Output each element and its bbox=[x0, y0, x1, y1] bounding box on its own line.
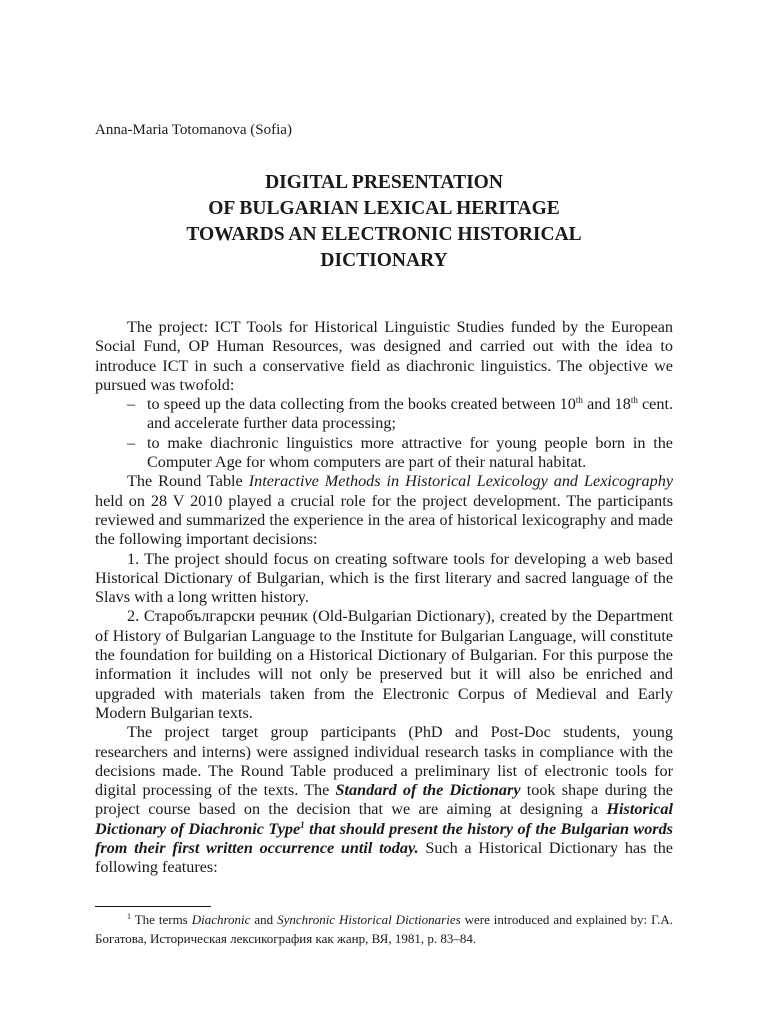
objective-1-text-b: and 18 bbox=[582, 395, 631, 414]
footnote-term-synchronic: Synchronic Historical Dictionaries bbox=[277, 912, 461, 927]
dash-bullet: – bbox=[127, 433, 136, 452]
target-group-text-c: Such a Historical Dictionary has the following features: bbox=[95, 839, 673, 877]
footnote-text-c: were introduced and explained by: Г.А. Богатова, Историческая лексикография как жанр, ВЯ, 1981, p. 83–84. bbox=[95, 912, 674, 946]
paragraph-round-table bbox=[95, 472, 673, 549]
round-table-name: Interactive Methods in Historical Lexicology and Lexicography bbox=[248, 472, 674, 491]
dictionary-type-emphasis: Historical Dictionary of Diachronic Type bbox=[95, 800, 673, 838]
paragraph-decision-2: 2. Старобългарски речник (Old-Bulgarian Dictionary), created by the Department of History of Bulgarian Language to the Institute for Bulgarian Language, will constitute the foundation for building on a Historical Dictionary of Bulgarian. For this purpose the information it includes will not only be preserved but it will also be enriched and upgraded with materials taken from the Electronic Corpus of Medieval and Early Modern Bulgarian texts. bbox=[95, 607, 673, 722]
footnote-text-b: and bbox=[250, 912, 278, 927]
paragraph-project-intro: The project: ICT Tools for Historical Linguistic Studies funded by the European Social Fund, OP Human Resources, was designed and carried out with the idea to introduce ICT in such a conservative field as diachronic linguistics. The objective we pursued was twofold: bbox=[95, 318, 673, 394]
footnote-term-diachronic: Diachronic bbox=[191, 912, 251, 927]
objective-2-text: to make diachronic linguistics more attractive for young people born in the Computer Age for whom computers are part of their natural habitat. bbox=[147, 433, 673, 472]
round-table-text-a: The Round Table bbox=[127, 472, 249, 491]
objectives-list bbox=[95, 395, 673, 472]
paragraph-decision-1: 1. The project should focus on creating software tools for developing a web based Historical Dictionary of Bulgarian, which is the first literary and sacred language of the Slavs with a long written history. bbox=[95, 549, 673, 607]
list-item-objective-1 bbox=[127, 395, 673, 434]
dash-bullet: – bbox=[127, 395, 136, 414]
round-table-text-b: held on 28 V 2010 played a crucial role for the project development. The participants reviewed and summarized the experience in the area of historical lexicography and made the following important decisions: bbox=[95, 491, 673, 549]
dictionary-type-emphasis-cont: that should present the history of the Bulgarian words from their first written occurrence until today. bbox=[95, 819, 673, 858]
footnote-divider bbox=[95, 906, 211, 907]
target-group-text-a: The project target group participants (PhD and Post-Doc students, young researchers and interns) were assigned individual research tasks in compliance with the decisions made. The Round Table produced a preliminary list of electronic tools for digital processing of the texts. The bbox=[95, 723, 673, 800]
objective-1-text-c: cent. and accelerate further data processing; bbox=[147, 395, 674, 433]
footnote-ref[interactable]: 1 bbox=[300, 819, 305, 830]
footnote-text-a: The terms bbox=[131, 912, 192, 927]
footnote-marker: 1 bbox=[127, 912, 131, 921]
paper-title bbox=[95, 170, 673, 274]
title-line: OF BULGARIAN LEXICAL HERITAGE bbox=[208, 198, 560, 219]
title-line: TOWARDS AN ELECTRONIC HISTORICAL bbox=[186, 224, 582, 245]
objective-1-text-a: to speed up the data collecting from the books created between 10 bbox=[147, 395, 576, 414]
title-line: DIGITAL PRESENTATION bbox=[265, 172, 503, 193]
body-text bbox=[95, 318, 673, 878]
list-item-objective-2 bbox=[127, 434, 673, 473]
superscript-th: th bbox=[630, 395, 638, 406]
author-line: Anna-Maria Totomanova (Sofia) bbox=[95, 122, 292, 138]
target-group-text-b: took shape during the project course based on the decision that we are aiming at designing a bbox=[95, 781, 673, 819]
title-line: DICTIONARY bbox=[320, 250, 448, 271]
superscript-th: th bbox=[575, 395, 583, 406]
standard-of-dictionary: Standard of the Dictionary bbox=[335, 781, 521, 800]
footnote bbox=[95, 910, 673, 948]
paragraph-target-group bbox=[95, 723, 673, 877]
